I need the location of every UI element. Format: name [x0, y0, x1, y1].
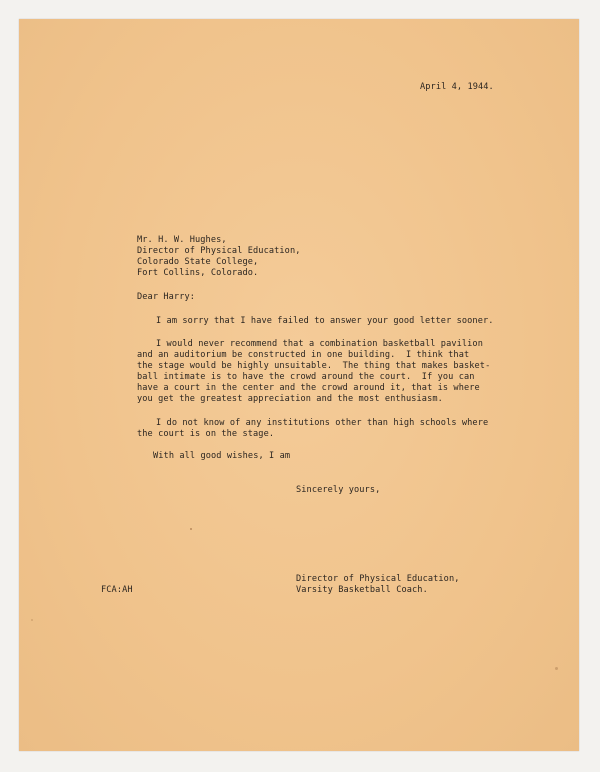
paper-speck: [190, 528, 192, 530]
paragraph-2-line: ball intimate is to have the crowd around the court. If you can: [137, 372, 475, 382]
signer-title: Varsity Basketball Coach.: [296, 585, 428, 595]
paragraph-3-line: I do not know of any institutions other than high schools where: [156, 418, 489, 428]
letter-page: [19, 19, 579, 751]
closing-wishes: With all good wishes, I am: [153, 451, 291, 461]
paper-speck: [555, 667, 558, 670]
paragraph-2-line: you get the greatest appreciation and the most enthusiasm.: [137, 394, 443, 404]
recipient-title: Director of Physical Education,: [137, 246, 301, 256]
recipient-institution: Colorado State College,: [137, 257, 259, 267]
paper-speck: [31, 619, 33, 621]
paragraph-2-line: the stage would be highly unsuitable. The thing that makes basket-: [137, 361, 491, 371]
recipient-location: Fort Collins, Colorado.: [137, 268, 259, 278]
paragraph-1-line: I am sorry that I have failed to answer your good letter sooner.: [156, 316, 494, 326]
complimentary-close: Sincerely yours,: [296, 485, 381, 495]
reference-initials: FCA:AH: [101, 585, 133, 595]
letter-date: April 4, 1944.: [420, 82, 494, 92]
paragraph-3-line: the court is on the stage.: [137, 429, 275, 439]
paragraph-2-line: I would never recommend that a combination basketball pavilion: [156, 339, 483, 349]
paragraph-2-line: and an auditorium be constructed in one building. I think that: [137, 350, 470, 360]
recipient-name: Mr. H. W. Hughes,: [137, 235, 227, 245]
paragraph-2-line: have a court in the center and the crowd around it, that is where: [137, 383, 480, 393]
salutation: Dear Harry:: [137, 292, 196, 302]
signer-title: Director of Physical Education,: [296, 574, 460, 584]
